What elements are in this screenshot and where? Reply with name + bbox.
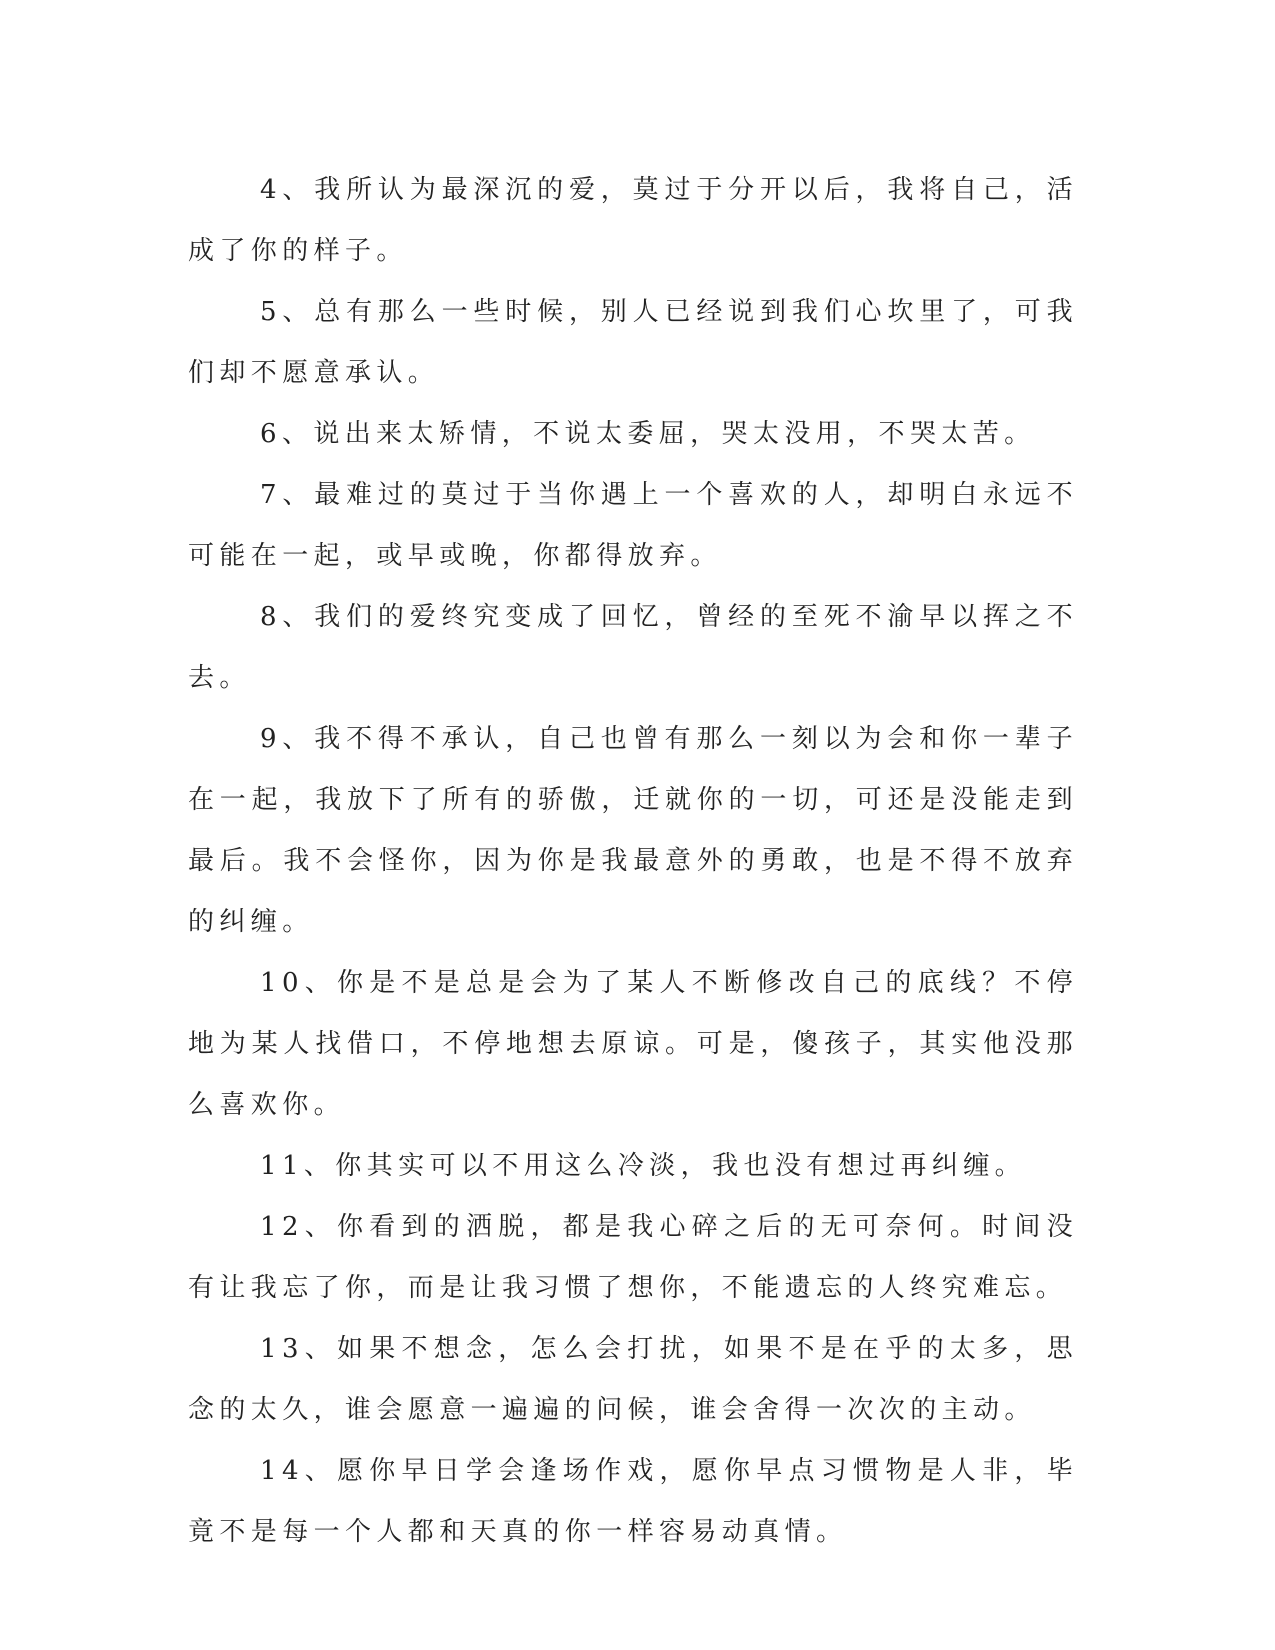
paragraph-11: 11、你其实可以不用这么冷淡，我也没有想过再纠缠。 [260,1151,1027,1181]
paragraph-9: 9、我不得不承认，自己也曾有那么一刻以为会和你一辈子在一起，我放下了所有的骄傲，迁就你的一切，可还是没能走到最后。我不会怪你，因为你是我最意外的勇敢，也是不得不放弃的纠缠。 [188,724,1078,937]
paragraph-13: 13、如果不想念，怎么会打扰，如果不是在乎的太多，思念的太久，谁会愿意一遍遍的问候，谁会舍得一次次的主动。 [188,1334,1078,1425]
document-body [188,160,1078,1563]
paragraph-14: 14、愿你早日学会逢场作戏，愿你早点习惯物是人非，毕竟不是每一个人都和天真的你一样容易动真情。 [188,1456,1078,1547]
paragraph-8: 8、我们的爱终究变成了回忆，曾经的至死不渝早以挥之不去。 [188,602,1078,693]
paragraph-12: 12、你看到的洒脱，都是我心碎之后的无可奈何。时间没有让我忘了你，而是让我习惯了想你，不能遗忘的人终究难忘。 [188,1212,1078,1303]
paragraph-4: 4、我所认为最深沉的爱，莫过于分开以后，我将自己，活成了你的样子。 [188,175,1078,266]
paragraph-5: 5、总有那么一些时候，别人已经说到我们心坎里了，可我们却不愿意承认。 [188,297,1078,388]
paragraph-7: 7、最难过的莫过于当你遇上一个喜欢的人，却明白永远不可能在一起，或早或晚，你都得放弃。 [188,480,1078,571]
paragraph-6: 6、说出来太矫情，不说太委屈，哭太没用，不哭太苦。 [260,419,1036,449]
paragraph-10: 10、你是不是总是会为了某人不断修改自己的底线？不停地为某人找借口，不停地想去原谅。可是，傻孩子，其实他没那么喜欢你。 [188,968,1078,1120]
